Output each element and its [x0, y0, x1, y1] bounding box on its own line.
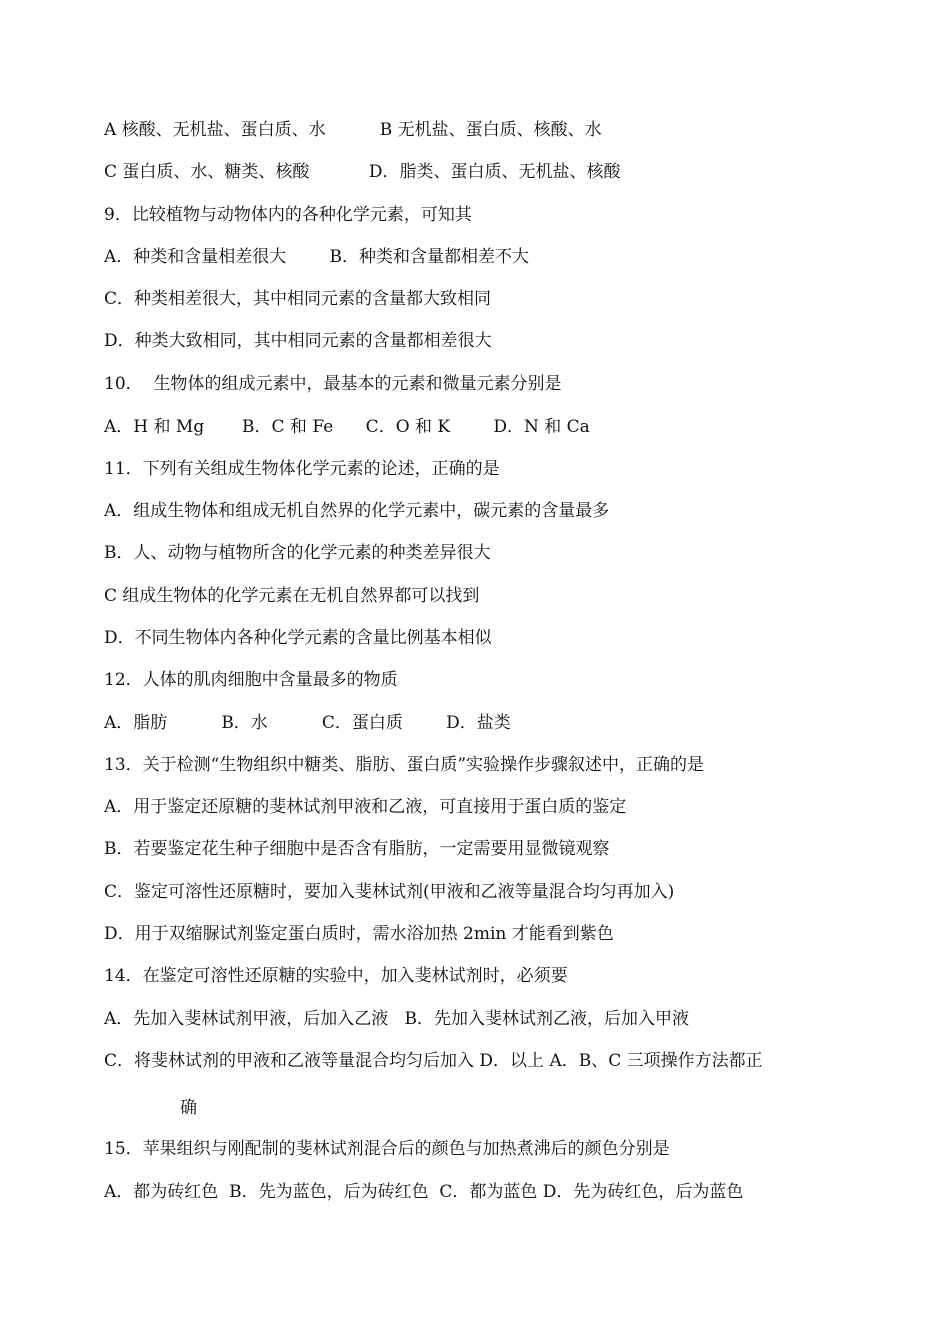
q8-options-cd: C 蛋白质、水、糖类、核酸 D．脂类、蛋白质、无机盐、核酸: [104, 162, 621, 182]
q12-options: A．脂肪 B．水 C．蛋白质 D．盐类: [104, 713, 511, 733]
q15-stem: 15．苹果组织与刚配制的斐林试剂混合后的颜色与加热煮沸后的颜色分别是: [104, 1139, 670, 1159]
q11-option-c: C 组成生物体的化学元素在无机自然界都可以找到: [104, 586, 480, 606]
q9-option-d: D．种类大致相同，其中相同元素的含量都相差很大: [104, 331, 492, 351]
q11-option-b: B．人、动物与植物所含的化学元素的种类差异很大: [104, 543, 491, 563]
q11-stem: 11．下列有关组成生物体化学元素的论述，正确的是: [104, 459, 500, 479]
q10-stem: 10． 生物体的组成元素中，最基本的元素和微量元素分别是: [104, 374, 562, 394]
q14-options-cd: C．将斐林试剂的甲液和乙液等量混合均匀后加入 D．以上 A．B、C 三项操作方法都正: [104, 1051, 763, 1071]
q10-options: A．H 和 Mg B．C 和 Fe C．O 和 K D．N 和 Ca: [104, 417, 590, 437]
q13-option-b: B．若要鉴定花生种子细胞中是否含有脂肪，一定需要用显微镜观察: [104, 839, 610, 859]
q11-option-d: D．不同生物体内各种化学元素的含量比例基本相似: [104, 628, 492, 648]
q14-stem: 14．在鉴定可溶性还原糖的实验中，加入斐林试剂时，必须要: [104, 966, 568, 986]
q13-option-c: C．鉴定可溶性还原糖时，要加入斐林试剂(甲液和乙液等量混合均匀再加入): [104, 882, 675, 902]
q11-option-a: A．组成生物体和组成无机自然界的化学元素中，碳元素的含量最多: [104, 501, 610, 521]
q9-options-ab: A．种类和含量相差很大 B．种类和含量都相差不大: [104, 247, 529, 267]
q9-option-c: C．种类相差很大，其中相同元素的含量都大致相同: [104, 289, 492, 309]
q13-option-d: D．用于双缩脲试剂鉴定蛋白质时，需水浴加热 2min 才能看到紫色: [104, 924, 614, 944]
q13-option-a: A．用于鉴定还原糖的斐林试剂甲液和乙液，可直接用于蛋白质的鉴定: [104, 797, 627, 817]
q14-options-ab: A．先加入斐林试剂甲液，后加入乙液 B．先加入斐林试剂乙液，后加入甲液: [104, 1009, 689, 1029]
q13-stem: 13．关于检测“生物组织中糖类、脂肪、蛋白质”实验操作步骤叙述中，正确的是: [104, 755, 705, 775]
q8-options-ab: A 核酸、无机盐、蛋白质、水 B 无机盐、蛋白质、核酸、水: [104, 120, 602, 140]
q9-stem: 9．比较植物与动物体内的各种化学元素，可知其: [104, 205, 472, 225]
q15-options: A．都为砖红色 B．先为蓝色，后为砖红色 C．都为蓝色 D．先为砖红色，后为蓝色: [104, 1182, 744, 1202]
q12-stem: 12．人体的肌肉细胞中含量最多的物质: [104, 670, 398, 690]
q14-options-cd-continued: 确: [180, 1098, 197, 1118]
